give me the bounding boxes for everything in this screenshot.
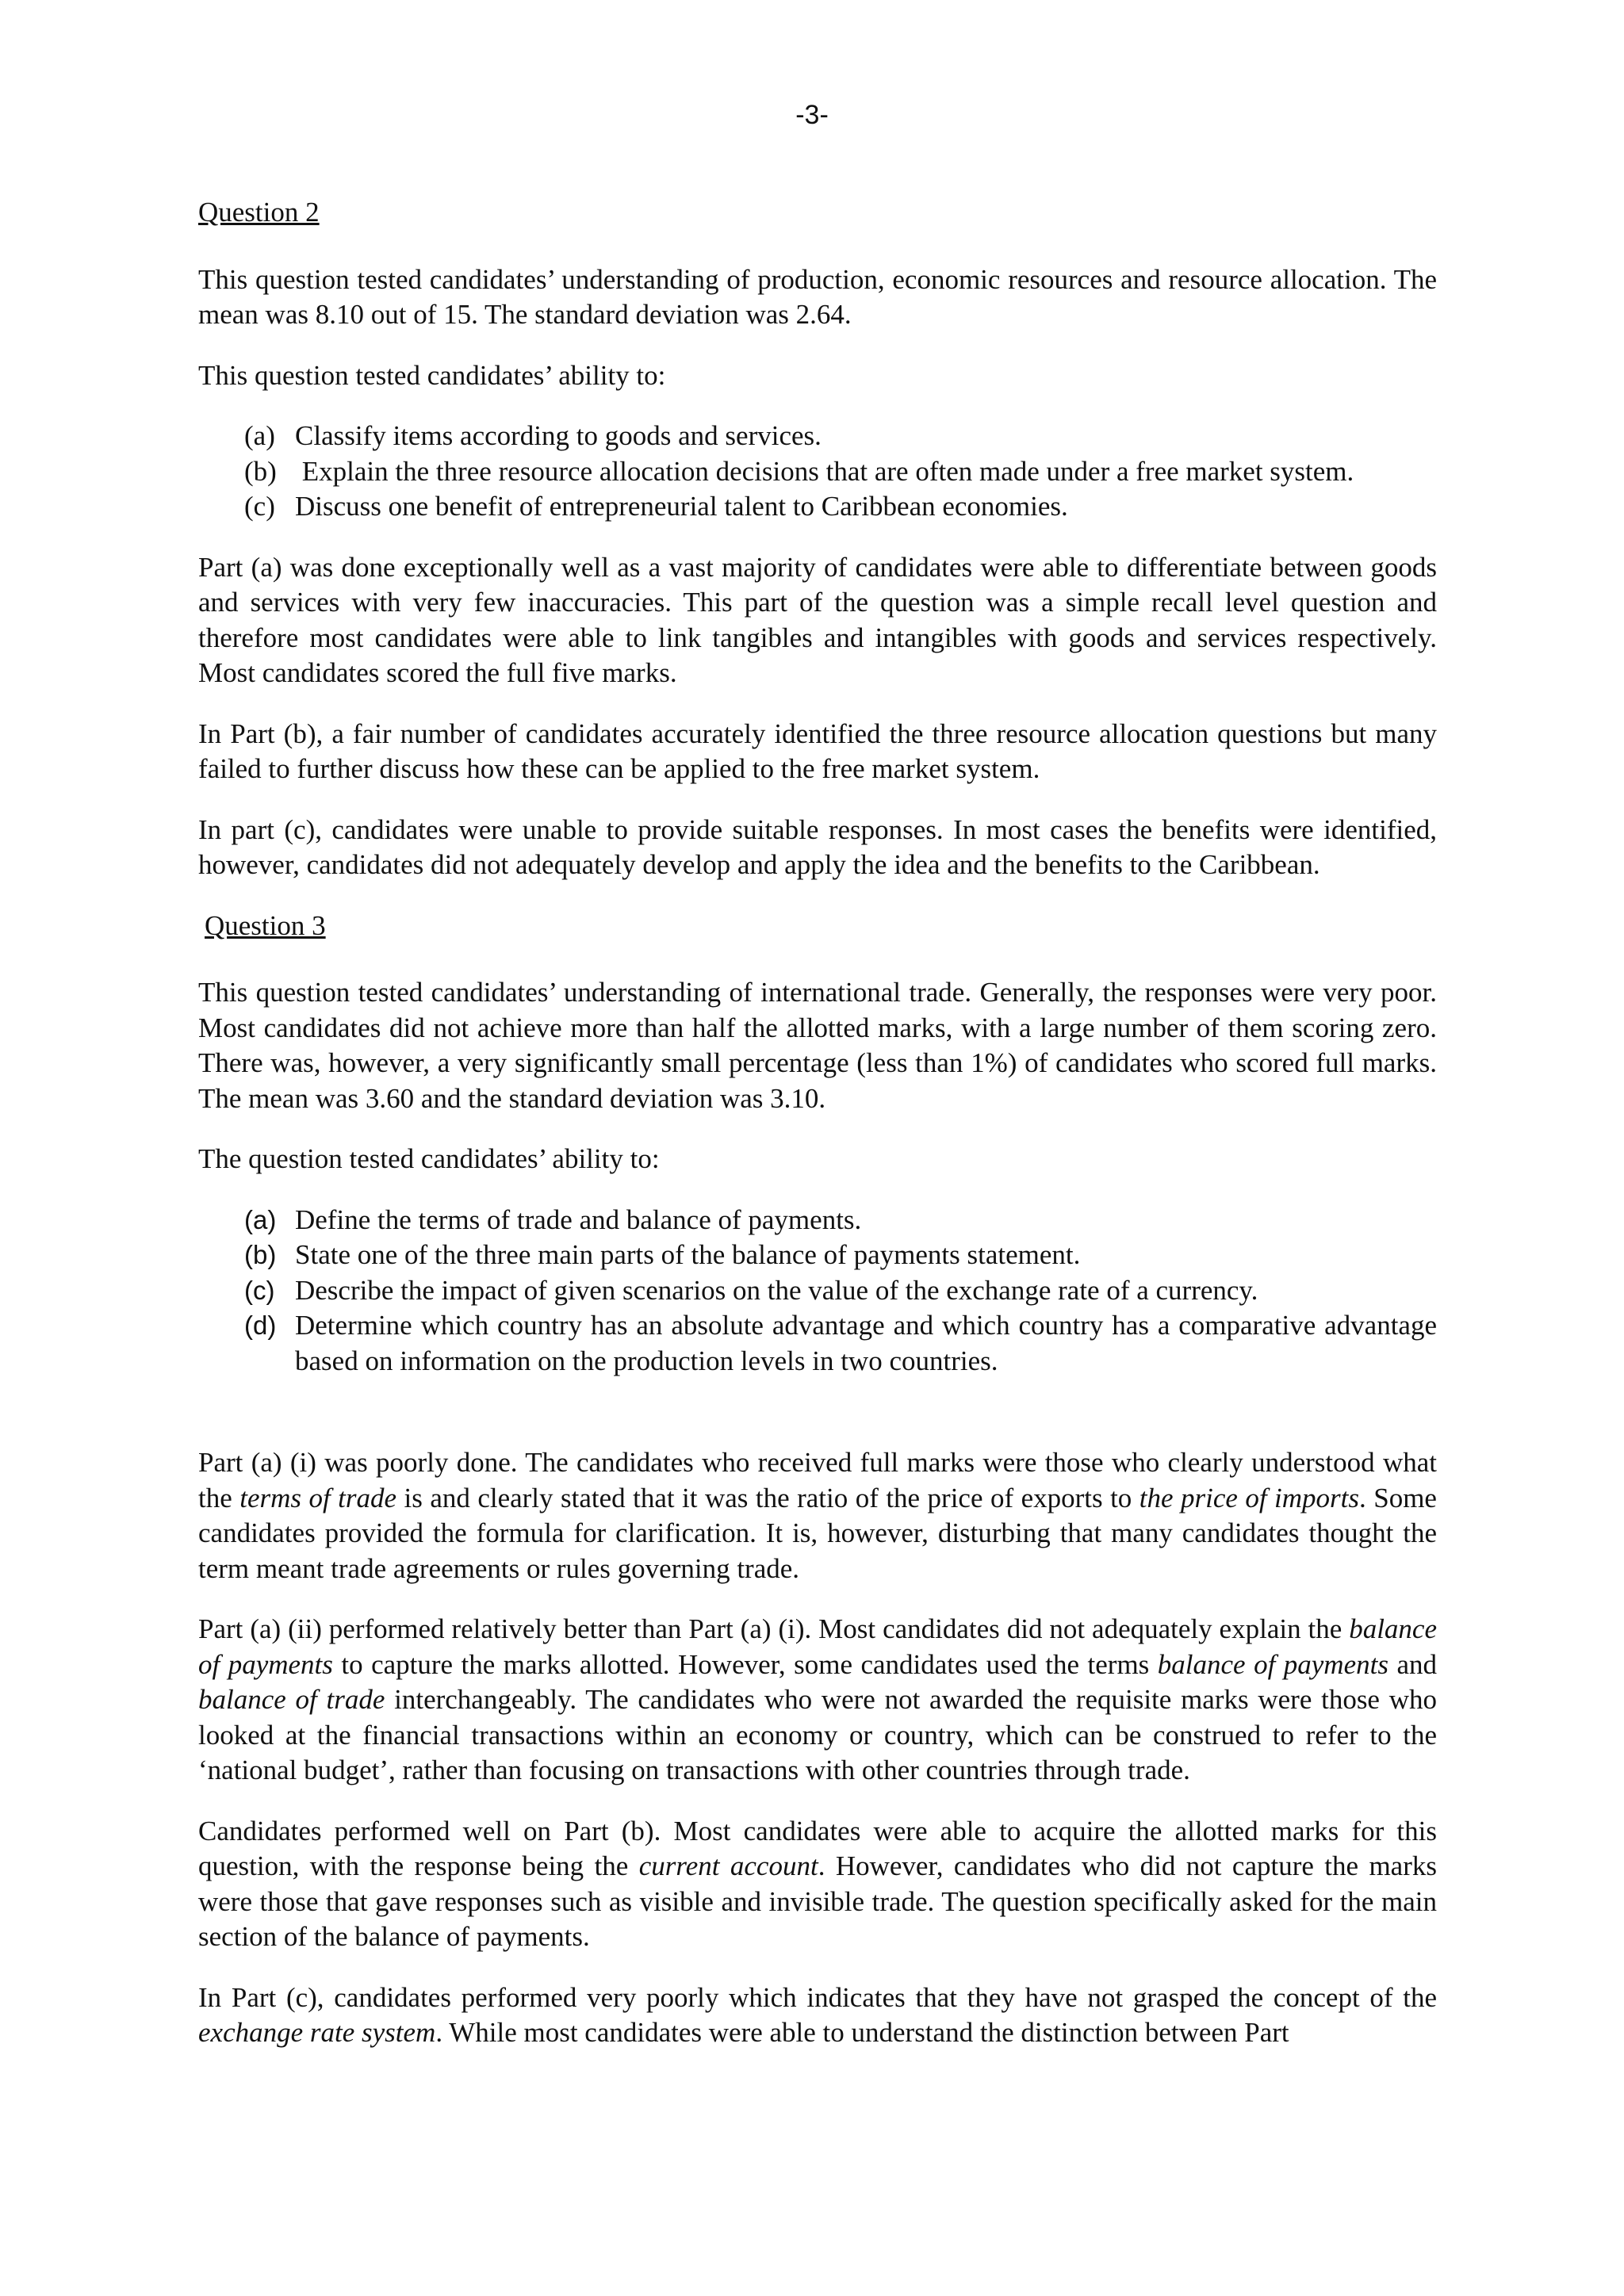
list-label: (d) [244, 1311, 277, 1340]
text-run: interchangeably. The candidates who were not awarded the requisite marks were those who looked at the financial transactions within an economy or country, which can be construed to refer to the ‘national budget’, rather than focusing on transactions with other countries through trade. [198, 1684, 1437, 1785]
list-label: (c) [244, 1275, 275, 1305]
q3-ability-line: The question tested candidates’ ability to: [198, 1143, 660, 1174]
list-item [198, 489, 1437, 525]
q2-part-c-paragraph: In part (c), candidates were unable to provide suitable responses. In most cases the benefits were identified, however, candidates did not adequately develop and apply the idea and the benefits to the Caribbean. [198, 813, 1437, 880]
list-text: Classify items according to goods and services. [295, 420, 822, 451]
q2-objectives-list [198, 419, 1437, 525]
emphasis-term: balance of payments [1157, 1648, 1388, 1680]
text-run: Candidates performed well on Part (b). Most candidates were able to acquire the allotted marks for this question, with the response being the [198, 1815, 1437, 1881]
emphasis-term: the price of imports [1139, 1482, 1360, 1513]
q3-objectives-list [198, 1203, 1437, 1380]
text-run: Part (a) (ii) performed relatively better than Part (a) (i). Most candidates did not adequately explain the [198, 1613, 1350, 1644]
q2-intro-paragraph: This question tested candidates’ understanding of production, economic resources and resource allocation. The mean was 8.10 out of 15. The standard deviation was 2.64. [198, 263, 1437, 330]
list-label: (a) [244, 420, 275, 451]
q3-part-a-i-paragraph [198, 1445, 1437, 1586]
q3-intro-paragraph: This question tested candidates’ understanding of international trade. Generally, the responses were very poor. Most candidates did not achieve more than half the allotted marks, with a large number of them scoring zero. There was, however, a very significantly small percentage (less than 1%) of candidates who scored full marks. The mean was 3.60 and the standard deviation was 3.10. [198, 977, 1437, 1114]
list-label: (b) [244, 455, 277, 487]
emphasis-term: balance of payments [198, 1613, 1437, 1680]
question-3-heading: Question 3 [205, 909, 326, 941]
q2-part-a-paragraph: Part (a) was done exceptionally well as a vast majority of candidates were able to differentiate between goods and services with very few inaccuracies. This part of the question was a simple recall level question and therefore most candidates were able to link tangibles and intangibles with goods and services respectively. Most candidates scored the full five marks. [198, 551, 1437, 688]
list-text: Discuss one benefit of entrepreneurial talent to Caribbean economies. [295, 491, 1068, 522]
page-number: -3- [795, 100, 829, 130]
list-text: Explain the three resource allocation decisions that are often made under a free market system. [295, 455, 1354, 487]
list-text: Determine which country has an absolute advantage and which country has a comparative advantage based on information on the production levels in two countries. [295, 1310, 1437, 1376]
q3-part-b-paragraph [198, 1814, 1437, 1955]
question-2-heading: Question 2 [198, 197, 320, 228]
q2-ability-line: This question tested candidates’ ability to: [198, 359, 666, 391]
list-text: Define the terms of trade and balance of payments. [295, 1203, 862, 1235]
list-item [198, 419, 1437, 454]
q3-part-c-paragraph [198, 1980, 1437, 2051]
list-label: (b) [244, 1240, 277, 1269]
text-run: Part (a) (i) was poorly done. The candidates who received full marks were those who clearly understood what the [198, 1447, 1437, 1513]
list-label: (a) [244, 1204, 277, 1234]
list-item [198, 1273, 1437, 1309]
list-item [198, 1308, 1437, 1379]
emphasis-term: current account [638, 1850, 818, 1881]
emphasis-term: terms of trade [239, 1482, 397, 1513]
text-run: and [1388, 1648, 1437, 1680]
text-run: . While most candidates were able to understand the distinction between Part [435, 2017, 1289, 2048]
list-text: State one of the three main parts of the balance of payments statement. [295, 1239, 1081, 1270]
q2-part-b-paragraph: In Part (b), a fair number of candidates accurately identified the three resource allocation questions but many failed to further discuss how these can be applied to the free market system. [198, 718, 1437, 784]
text-run: . Some candidates provided the formula for clarification. It is, however, disturbing that many candidates thought the term meant trade agreements or rules governing trade. [198, 1482, 1437, 1584]
emphasis-term: exchange rate system [198, 2017, 436, 2048]
text-run: to capture the marks allotted. However, some candidates used the terms [332, 1648, 1158, 1680]
text-run: In Part (c), candidates performed very poorly which indicates that they have not grasped the concept of the [198, 1981, 1437, 2013]
list-item [198, 1238, 1437, 1273]
list-text: Describe the impact of given scenarios on the value of the exchange rate of a currency. [295, 1274, 1258, 1306]
text-run: . However, candidates who did not capture the marks were those that gave responses such as visible and invisible trade. The question specifically asked for the main section of the balance of payments. [198, 1850, 1437, 1952]
text-run: is and clearly stated that it was the ratio of the price of exports to [396, 1482, 1139, 1513]
list-item [198, 454, 1437, 490]
list-label: (c) [244, 491, 275, 522]
spacer [198, 1404, 1437, 1445]
q3-part-a-ii-paragraph [198, 1612, 1437, 1789]
page-content [198, 195, 1437, 2076]
list-item [198, 1203, 1437, 1238]
emphasis-term: balance of trade [198, 1684, 385, 1715]
